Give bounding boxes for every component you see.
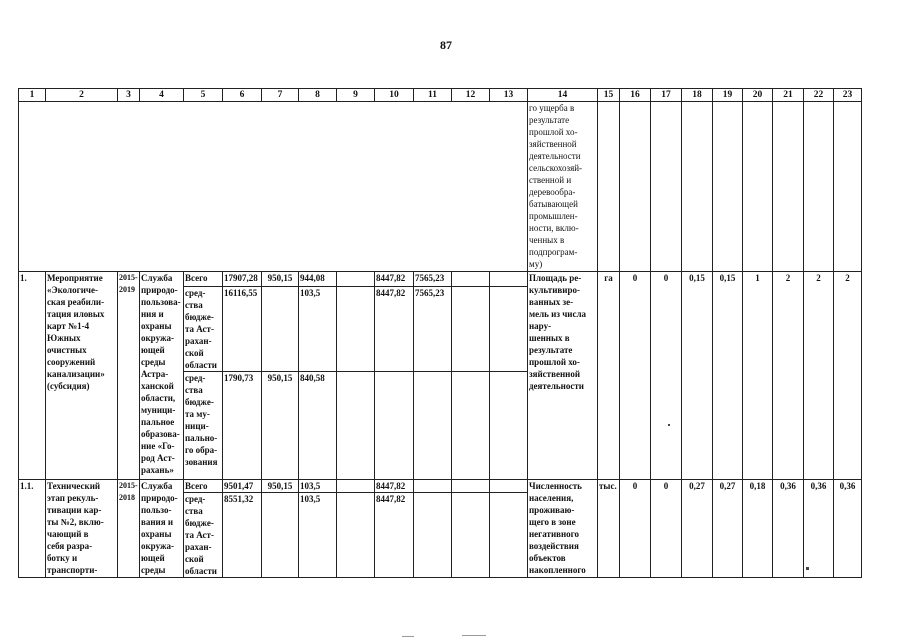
amount: 7565,23 [414,287,452,372]
scan-mark [402,636,414,637]
measure-name: Мероприятие «Экологиче- ская реабили- тация иловых карт №1-4 Южных очистных сооружений канализации» (субсидия) [46,272,118,480]
amount [490,272,528,287]
column-number-row [19,89,862,102]
amount: 103,5 [299,287,337,372]
measure-name: Технический этап рекуль- тивации кар- ты №2, вклю- чающий в себя разра- ботку и транспорти- [46,480,118,578]
amount: 8447,82 [375,272,414,287]
column-number: 2 [46,89,118,102]
indicator-name: Площадь ре- культивиро- ванных зе- мель из числа нару- шенных в результате прошлой хо- зяйственной деятельности [528,272,598,480]
indicator-value: 0,36 [773,480,804,578]
funding-source-total: Всего [184,272,223,287]
amount: 103,5 [299,493,337,578]
amount: 103,5 [299,480,337,493]
amount: 17907,28 [223,272,262,287]
amount [337,480,375,493]
column-number: 16 [620,89,651,102]
column-number: 23 [834,89,862,102]
indicator-value: 0 [620,272,651,480]
column-number: 20 [743,89,773,102]
indicator-value: 0,36 [834,480,862,578]
amount: 840,58 [299,372,337,480]
continuation-row [19,102,862,272]
amount [452,372,490,480]
amount: 8447,82 [375,480,414,493]
column-number: 18 [682,89,713,102]
amount [337,287,375,372]
amount: 944,08 [299,272,337,287]
amount [490,480,528,493]
amount: 9501,47 [223,480,262,493]
column-number: 14 [528,89,598,102]
indicator-value: 0,27 [713,480,743,578]
column-number: 7 [262,89,299,102]
scan-dot [806,567,809,570]
measure-1-total-row [19,272,862,287]
amount: 950,15 [262,372,299,480]
indicator-value: 1 [743,272,773,480]
amount [452,272,490,287]
years: 2015- 2019 [118,272,140,480]
funding-source-muni: сред- ства бюдже- та му- ници- пально- го обра- зования [184,372,223,480]
indicator-value: 0,15 [682,272,713,480]
column-number: 17 [651,89,682,102]
amount [337,272,375,287]
years: 2015- 2018 [118,480,140,578]
indicator-value: 0 [651,272,682,480]
column-number: 4 [140,89,184,102]
unit: тыс. [598,480,620,578]
amount: 8447,82 [375,493,414,578]
column-number: 10 [375,89,414,102]
program-table [18,88,862,578]
indicator-value: 2 [773,272,804,480]
amount [452,287,490,372]
column-number: 15 [598,89,620,102]
unit: га [598,272,620,480]
executor: Служба природо- пользо- вания и охраны окружа- ющей среды [140,480,184,578]
amount: 16116,55 [223,287,262,372]
column-number: 6 [223,89,262,102]
amount [262,287,299,372]
scan-dot [668,424,670,426]
column-number: 8 [299,89,337,102]
indicator-value: 2 [834,272,862,480]
indicator-value: 0,36 [804,480,834,578]
column-number: 11 [414,89,452,102]
amount [414,480,452,493]
indicator-value: 2 [804,272,834,480]
column-number: 3 [118,89,140,102]
column-number: 12 [452,89,490,102]
amount: 8447,82 [375,287,414,372]
amount [262,493,299,578]
row-number: 1.1. [19,480,46,578]
amount [414,372,452,480]
indicator-value: 0 [651,480,682,578]
indicator-value: 0 [620,480,651,578]
amount [452,493,490,578]
amount: 1790,73 [223,372,262,480]
funding-source-region: сред- ства бюдже- та Аст- рахан- ской области [184,493,223,578]
row-number: 1. [19,272,46,480]
amount [490,372,528,480]
amount: 8551,32 [223,493,262,578]
amount [414,493,452,578]
indicator-value: 0,18 [743,480,773,578]
column-number: 13 [490,89,528,102]
amount [490,287,528,372]
continuation-indicator-text: го ущерба в результате прошлой хо- зяйственной деятельности сельскохозяй- ственной и деревообра- батывающей промышлен- ности, вклю- ченных в подпрограм- му) [528,102,598,272]
column-number: 22 [804,89,834,102]
amount: 950,15 [262,480,299,493]
amount [337,493,375,578]
page-number: 87 [440,38,452,52]
measure-1-1-total-row [19,480,862,493]
column-number: 5 [184,89,223,102]
amount: 7565,23 [414,272,452,287]
column-number: 9 [337,89,375,102]
column-number: 21 [773,89,804,102]
amount [490,493,528,578]
amount [375,372,414,480]
column-number: 1 [19,89,46,102]
amount [337,372,375,480]
column-number: 19 [713,89,743,102]
funding-source-region: сред- ства бюдже- та Аст- рахан- ской области [184,287,223,372]
funding-source-total: Всего [184,480,223,493]
indicator-name: Численность населения, проживаю- щего в зоне негативного воздействия объектов накопленного [528,480,598,578]
amount: 950,15 [262,272,299,287]
scan-mark [462,635,486,636]
indicator-value: 0,27 [682,480,713,578]
amount [452,480,490,493]
executor: Служба природо- пользова- ния и охраны окружа- ющей среды Астра- ханской области, муници- пальное образова- ние «Го- род Аст- рахань» [140,272,184,480]
continuation-empty [19,102,528,272]
indicator-value: 0,15 [713,272,743,480]
